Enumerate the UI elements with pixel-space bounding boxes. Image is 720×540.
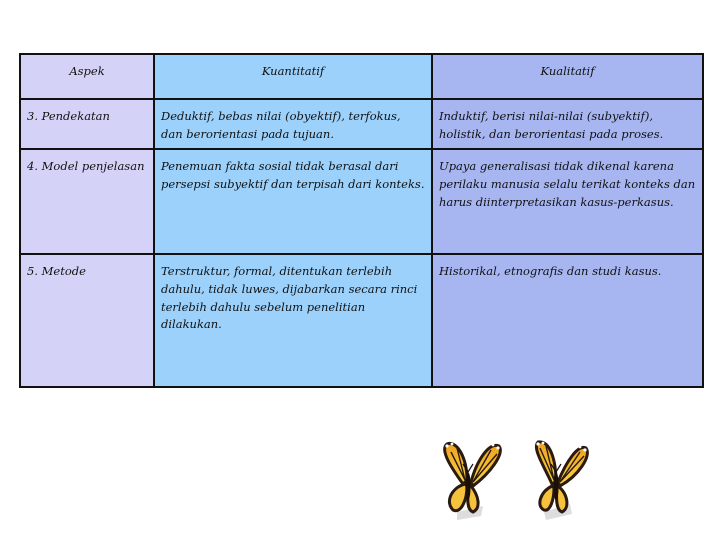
cell-kuantitatif: Terstruktur, formal, ditentukan terlebih dahulu, tidak luwes, dijabarkan secara rinci terlebih dahulu sebelum penelitian dilakukan.	[154, 254, 432, 387]
cell-aspek: 4. Model penjelasan	[20, 149, 154, 254]
cell-kualitatif: Induktif, berisi nilai-nilai (subyektif), holistik, dan berorientasi pada proses.	[432, 99, 703, 149]
cell-aspek: 3. Pendekatan	[20, 99, 154, 149]
header-kualitatif: Kualitatif	[432, 54, 703, 99]
header-kuantitatif: Kuantitatif	[154, 54, 432, 99]
butterfly-icon	[536, 442, 587, 520]
cell-aspek: 5. Metode	[20, 254, 154, 387]
header-aspek: Aspek	[20, 54, 154, 99]
cell-kuantitatif: Deduktif, bebas nilai (obyektif), terfokus, dan berorientasi pada tujuan.	[154, 99, 432, 149]
cell-kualitatif: Historikal, etnografis dan studi kasus.	[432, 254, 703, 387]
cell-kualitatif: Upaya generalisasi tidak dikenal karena perilaku manusia selalu terikat konteks dan harus diinterpretasikan kasus-perkasus.	[432, 149, 703, 254]
cell-kuantitatif: Penemuan fakta sosial tidak berasal dari persepsi subyektif dan terpisah dari konteks.	[154, 149, 432, 254]
butterfly-icon	[445, 443, 501, 520]
